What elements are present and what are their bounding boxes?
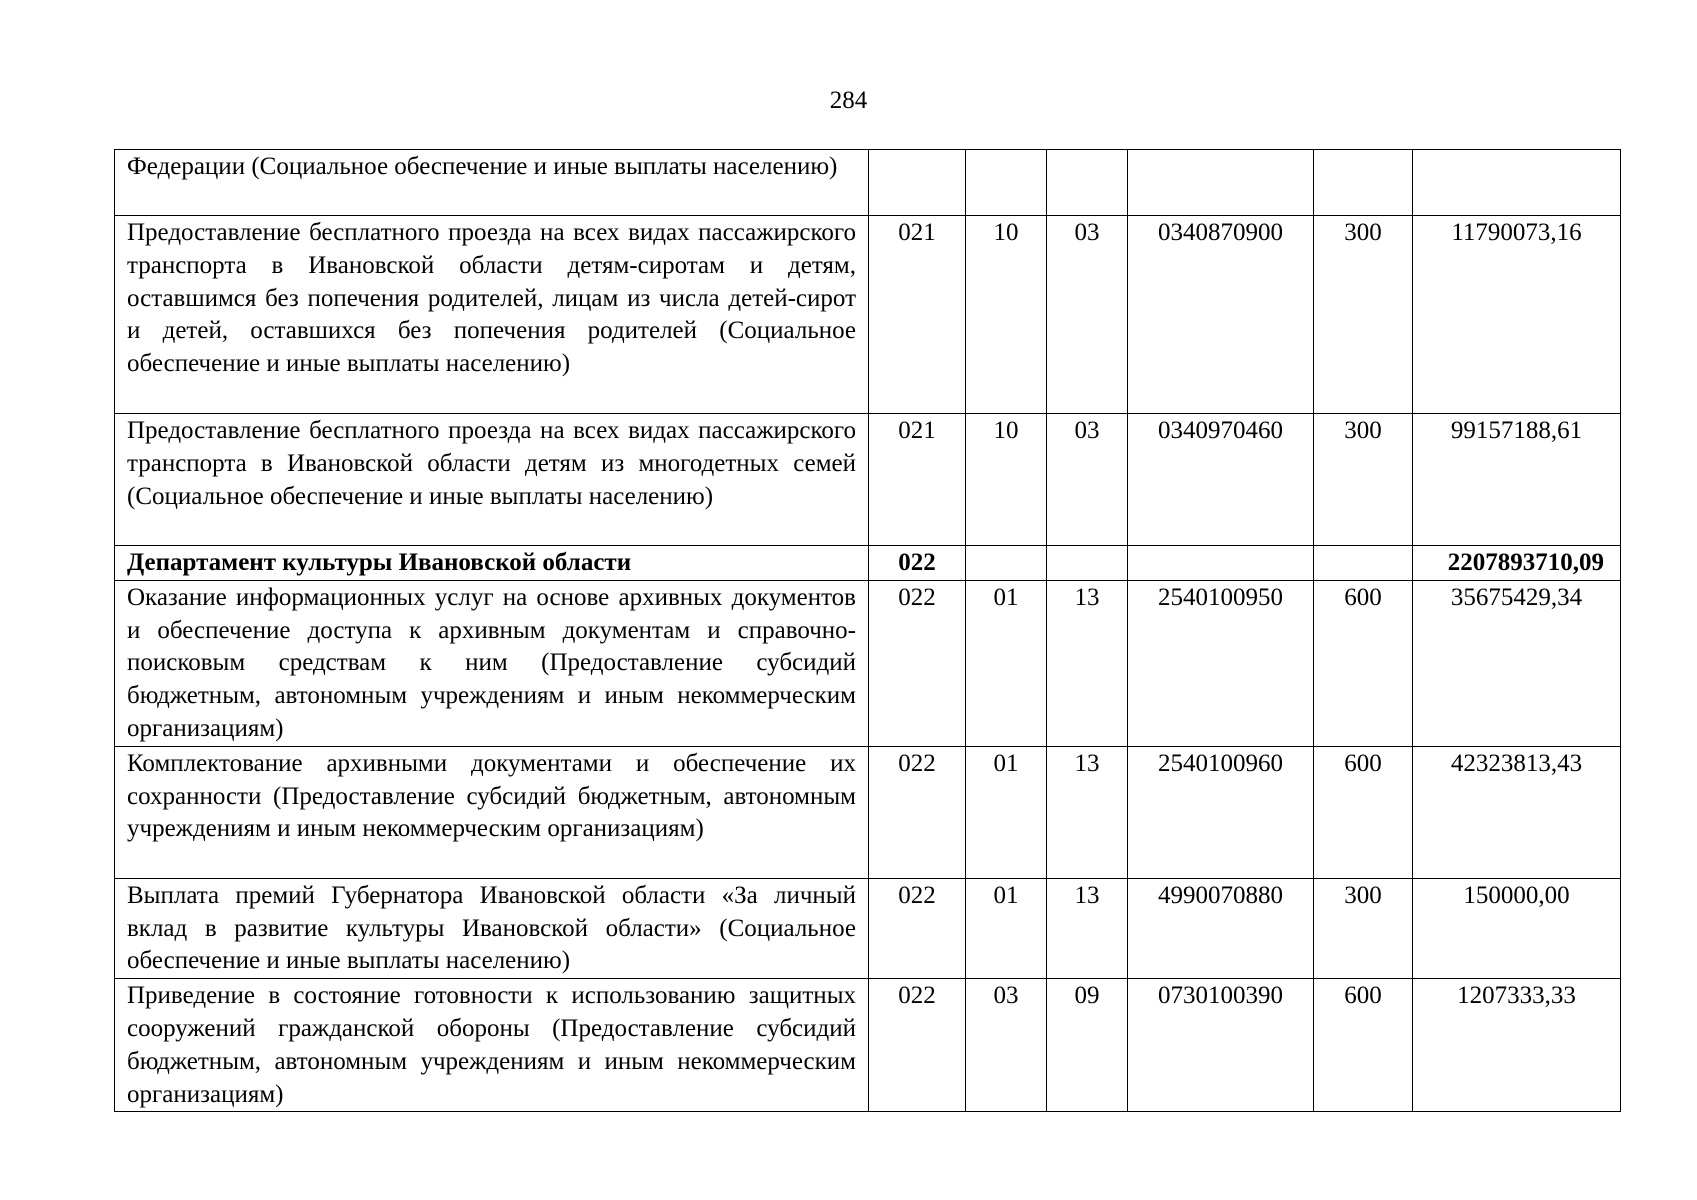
amount-cell: 35675429,34: [1413, 580, 1621, 746]
subsection-code-cell: 13: [1047, 878, 1128, 978]
amount-cell: 1207333,33: [1413, 979, 1621, 1112]
expense-name-cell: Предоставление бесплатного проезда на всех видах пассажирского транспорта в Ивановской области детям-сиротам и детям, оставшимся без попечения родителей, лицам из числа детей-сирот и детей, оставшихся без попечения родителей (Социальное обеспечение и иные выплаты населению): [115, 216, 869, 414]
expense-name-cell: Федерации (Социальное обеспечение и иные выплаты населению): [115, 150, 869, 216]
expense-name-cell: Оказание информационных услуг на основе архивных документов и обеспечение доступа к архивным документам и справочно-поисковым средствам к ним (Предоставление субсидий бюджетным, автономным учреждениям и иным некоммерческим организациям): [115, 580, 869, 746]
subsection-code-cell: 13: [1047, 746, 1128, 878]
expense-type-cell: [1314, 546, 1413, 581]
table-row: [115, 979, 1621, 1112]
subsection-code-cell: [1047, 546, 1128, 581]
expense-type-cell: 300: [1314, 414, 1413, 546]
amount-cell: 99157188,61: [1413, 414, 1621, 546]
expense-type-cell: 300: [1314, 216, 1413, 414]
section-code-cell: 10: [966, 216, 1047, 414]
ministry-code-cell: 022: [869, 746, 966, 878]
amount-cell: 11790073,16: [1413, 216, 1621, 414]
table-row: [115, 746, 1621, 878]
target-article-cell: 4990070880: [1128, 878, 1314, 978]
expense-type-cell: [1314, 150, 1413, 216]
subsection-code-cell: 09: [1047, 979, 1128, 1112]
amount-cell: 2207893710,09: [1413, 546, 1621, 581]
section-code-cell: [966, 150, 1047, 216]
target-article-cell: 0340970460: [1128, 414, 1314, 546]
table-row: [115, 216, 1621, 414]
ministry-code-cell: 022: [869, 979, 966, 1112]
ministry-code-cell: 021: [869, 216, 966, 414]
expense-name-cell: Департамент культуры Ивановской области: [115, 546, 869, 581]
amount-cell: [1413, 150, 1621, 216]
ministry-code-cell: [869, 150, 966, 216]
section-code-cell: 03: [966, 979, 1047, 1112]
table-row: [115, 878, 1621, 978]
target-article-cell: 2540100950: [1128, 580, 1314, 746]
table-row: [115, 414, 1621, 546]
subsection-code-cell: 13: [1047, 580, 1128, 746]
expense-type-cell: 600: [1314, 746, 1413, 878]
expense-type-cell: 600: [1314, 979, 1413, 1112]
expense-name-cell: Выплата премий Губернатора Ивановской области «За личный вклад в развитие культуры Ивановской области» (Социальное обеспечение и иные выплаты населению): [115, 878, 869, 978]
target-article-cell: 2540100960: [1128, 746, 1314, 878]
target-article-cell: 0340870900: [1128, 216, 1314, 414]
department-row: [115, 546, 1621, 581]
subsection-code-cell: 03: [1047, 216, 1128, 414]
table-body: [115, 150, 1621, 1112]
section-code-cell: 10: [966, 414, 1047, 546]
amount-cell: 150000,00: [1413, 878, 1621, 978]
subsection-code-cell: 03: [1047, 414, 1128, 546]
section-code-cell: 01: [966, 878, 1047, 978]
amount-cell: 42323813,43: [1413, 746, 1621, 878]
section-code-cell: 01: [966, 746, 1047, 878]
expense-name-cell: Приведение в состояние готовности к использованию защитных сооружений гражданской обороны (Предоставление субсидий бюджетным, автономным учреждениям и иным некоммерческим организациям): [115, 979, 869, 1112]
table-row: [115, 580, 1621, 746]
table-row: [115, 150, 1621, 216]
page-number: 284: [829, 87, 868, 114]
ministry-code-cell: 021: [869, 414, 966, 546]
section-code-cell: 01: [966, 580, 1047, 746]
expense-type-cell: 600: [1314, 580, 1413, 746]
ministry-code-cell: 022: [869, 580, 966, 746]
expense-name-cell: Предоставление бесплатного проезда на всех видах пассажирского транспорта в Ивановской области детям из многодетных семей (Социальное обеспечение и иные выплаты населению): [115, 414, 869, 546]
target-article-cell: 0730100390: [1128, 979, 1314, 1112]
target-article-cell: [1128, 150, 1314, 216]
budget-table: [114, 149, 1621, 1112]
ministry-code-cell: 022: [869, 878, 966, 978]
ministry-code-cell: 022: [869, 546, 966, 581]
subsection-code-cell: [1047, 150, 1128, 216]
expense-name-cell: Комплектование архивными документами и обеспечение их сохранности (Предоставление субсидий бюджетным, автономным учреждениям и иным некоммерческим организациям): [115, 746, 869, 878]
target-article-cell: [1128, 546, 1314, 581]
section-code-cell: [966, 546, 1047, 581]
expense-type-cell: 300: [1314, 878, 1413, 978]
